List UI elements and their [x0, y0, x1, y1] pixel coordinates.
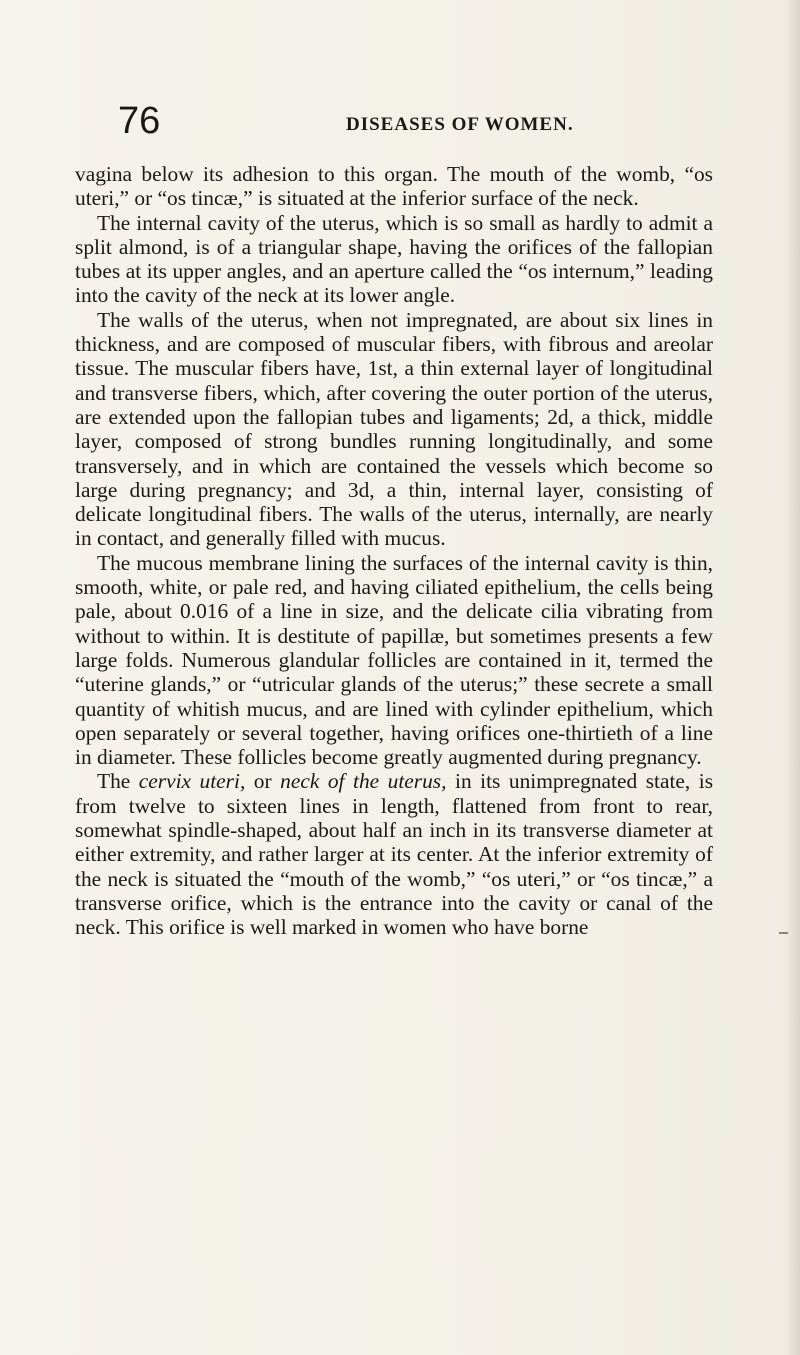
cervix-rest: in its unimpregnated state, is from twelve to sixteen lines in length, flattened from front to rear, somewhat spindle-shaped, about half an inch in its transverse diameter at either extremity, and rather larger at its center. At the inferior extremity of the neck is situated the “mouth of the womb,” “os uteri,” or “os tincæ,” a transverse orifice, which is the entrance into the cavity or canal of the neck. This orifice is well marked in women who have borne: [75, 769, 714, 940]
term-cervix-uteri: cervix uteri,: [138, 769, 246, 794]
term-neck-of-uterus: neck of the uterus,: [280, 769, 447, 794]
paragraph-mucous-membrane: The mucous membrane lining the surfaces of the internal cavity is thin, smooth, white, or pale red, and having ciliated epithelium, the cells being pale, about 0.016 of a line in size, and the delicate cilia vibrating from without to within. It is destitute of papillæ, but sometimes presents a few large folds. Numerous glandular follicles are contained in it, termed the “uterine glands,” or “utricular glands of the uterus;” these secrete a small quantity of whitish mucus, and are lined with cylinder epithelium, which open separately or several together, having orifices one-thirtieth of a line in diameter. These follicles become greatly augmented during pregnancy.: [75, 550, 713, 770]
page-header: [0, 100, 800, 150]
body-text: [75, 162, 713, 940]
paragraph-cervix: [75, 769, 713, 939]
paragraph-internal-cavity: The internal cavity of the uterus, which is so small as hardly to admit a split almond, is of a triangular shape, having the orifices of the fallopian tubes at its upper angles, and an aperture called the “os internum,” leading into the cavity of the neck at its lower angle.: [75, 210, 713, 308]
paragraph-uterine-walls: The walls of the uterus, when not impregnated, are about six lines in thickness, and are composed of muscular fibers, with fibrous and areolar tissue. The muscular fibers have, 1st, a thin external layer of longitudinal and transverse fibers, which, after covering the outer portion of the uterus, are extended upon the fallopian tubes and ligaments; 2d, a thick, middle layer, composed of strong bundles running longitudinally, and some transversely, and in which are contained the vessels which become so large during pregnancy; and 3d, a thin, internal layer, consisting of delicate longitudinal fibers. The walls of the uterus, internally, are nearly in contact, and generally filled with mucus.: [75, 307, 713, 551]
page-edge-shadow: [786, 0, 800, 1355]
page-number: 76: [118, 100, 161, 142]
cervix-connector: or: [245, 769, 281, 794]
paragraph-continuation: vagina below its adhesion to this organ. The mouth of the womb, “os uteri,” or “os tincæ,” is situated at the inferior surface of the neck.: [75, 162, 713, 211]
running-title: DISEASES OF WOMEN.: [346, 114, 574, 135]
margin-mark: [779, 932, 788, 934]
cervix-lead: The: [97, 769, 139, 794]
